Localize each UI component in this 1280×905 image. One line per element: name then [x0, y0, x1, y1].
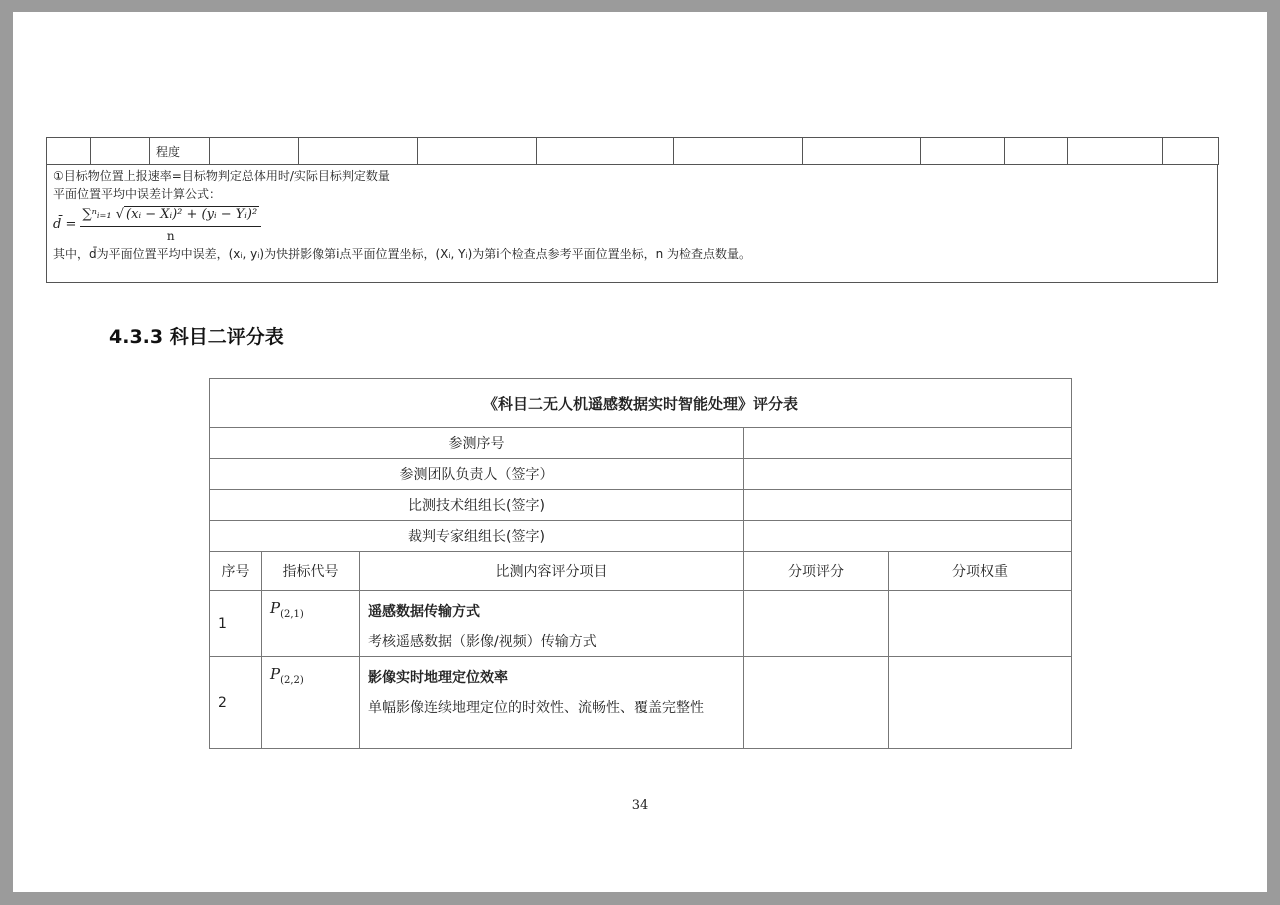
item-desc: 考核遥感数据（影像/视频）传输方式 [368, 634, 597, 650]
meta-row [210, 459, 1072, 490]
note-definition: 其中，d̄为平面位置平均中误差，(xᵢ, yᵢ)为快拼影像第i点平面位置坐标，(Xᵢ, Yᵢ)为第i个检查点参考平面位置坐标，n 为检查点数量。 [53, 247, 752, 261]
table-row [210, 591, 1072, 657]
item-title: 影像实时地理定位效率 [368, 670, 508, 686]
meta-value[interactable] [744, 459, 1072, 490]
row-no: 1 [210, 591, 262, 657]
code-sub: (2,1) [280, 609, 304, 620]
header-no: 序号 [210, 552, 262, 591]
meta-row [210, 521, 1072, 552]
formula-sum: ∑ⁿᵢ₌₁ [82, 207, 112, 223]
error-formula [53, 205, 1211, 245]
item-title: 遥感数据传输方式 [368, 604, 480, 620]
row-item [360, 591, 744, 657]
meta-label: 比测技术组组长(签字) [210, 490, 744, 521]
score-table-title: 《科目二无人机遥感数据实时智能处理》评分表 [210, 379, 1072, 428]
row-code [262, 657, 360, 749]
row-weight[interactable] [889, 657, 1072, 749]
table-cell [91, 138, 150, 165]
row-weight[interactable] [889, 591, 1072, 657]
item-desc: 单幅影像连续地理定位的时效性、流畅性、覆盖完整性 [368, 700, 704, 716]
code-main: P [270, 599, 281, 617]
table-cell [299, 138, 418, 165]
table-cell [1068, 138, 1163, 165]
meta-label: 参测团队负责人（签字） [210, 459, 744, 490]
header-score: 分项评分 [744, 552, 889, 591]
table-cell [803, 138, 921, 165]
table-cell [674, 138, 803, 165]
row-score[interactable] [744, 657, 889, 749]
table-cell [210, 138, 299, 165]
notes-box [46, 164, 1218, 283]
meta-value[interactable] [744, 521, 1072, 552]
formula-denominator: n [166, 228, 175, 243]
header-code: 指标代号 [262, 552, 360, 591]
document-page [13, 12, 1267, 892]
score-table [209, 378, 1072, 749]
meta-row [210, 490, 1072, 521]
table-cell [537, 138, 674, 165]
code-sub: (2,2) [280, 675, 304, 686]
formula-numerator [80, 205, 261, 227]
meta-value[interactable] [744, 428, 1072, 459]
row-no: 2 [210, 657, 262, 749]
formula-fraction [80, 205, 261, 245]
page-number: 34 [631, 798, 649, 813]
continuation-table [46, 137, 1219, 165]
table-cell [1163, 138, 1219, 165]
row-item [360, 657, 744, 749]
table-cell [1005, 138, 1068, 165]
table-cell [47, 138, 91, 165]
header-item: 比测内容评分项目 [360, 552, 744, 591]
meta-label: 裁判专家组组长(签字) [210, 521, 744, 552]
note-rate: ①目标物位置上报速率=目标物判定总体用时/实际目标判定数量 [53, 169, 390, 183]
continuation-row [47, 138, 1219, 165]
header-row [210, 552, 1072, 591]
sqrt-icon: √ [115, 207, 125, 223]
table-cell [418, 138, 537, 165]
formula-lhs: d̄ = [53, 217, 77, 233]
degree-label: 程度 [150, 138, 210, 165]
row-code [262, 591, 360, 657]
row-score[interactable] [744, 591, 889, 657]
table-row [210, 657, 1072, 749]
table-cell [921, 138, 1005, 165]
meta-value[interactable] [744, 490, 1072, 521]
note-formula-intro: 平面位置平均中误差计算公式： [53, 187, 222, 201]
meta-label: 参测序号 [210, 428, 744, 459]
formula-radicand: (xᵢ − Xᵢ)² + (yᵢ − Yᵢ)² [126, 207, 258, 223]
header-weight: 分项权重 [889, 552, 1072, 591]
code-main: P [270, 665, 281, 683]
section-title: 4.3.3 科目二评分表 [109, 326, 284, 348]
score-table-title-row [210, 379, 1072, 428]
meta-row [210, 428, 1072, 459]
